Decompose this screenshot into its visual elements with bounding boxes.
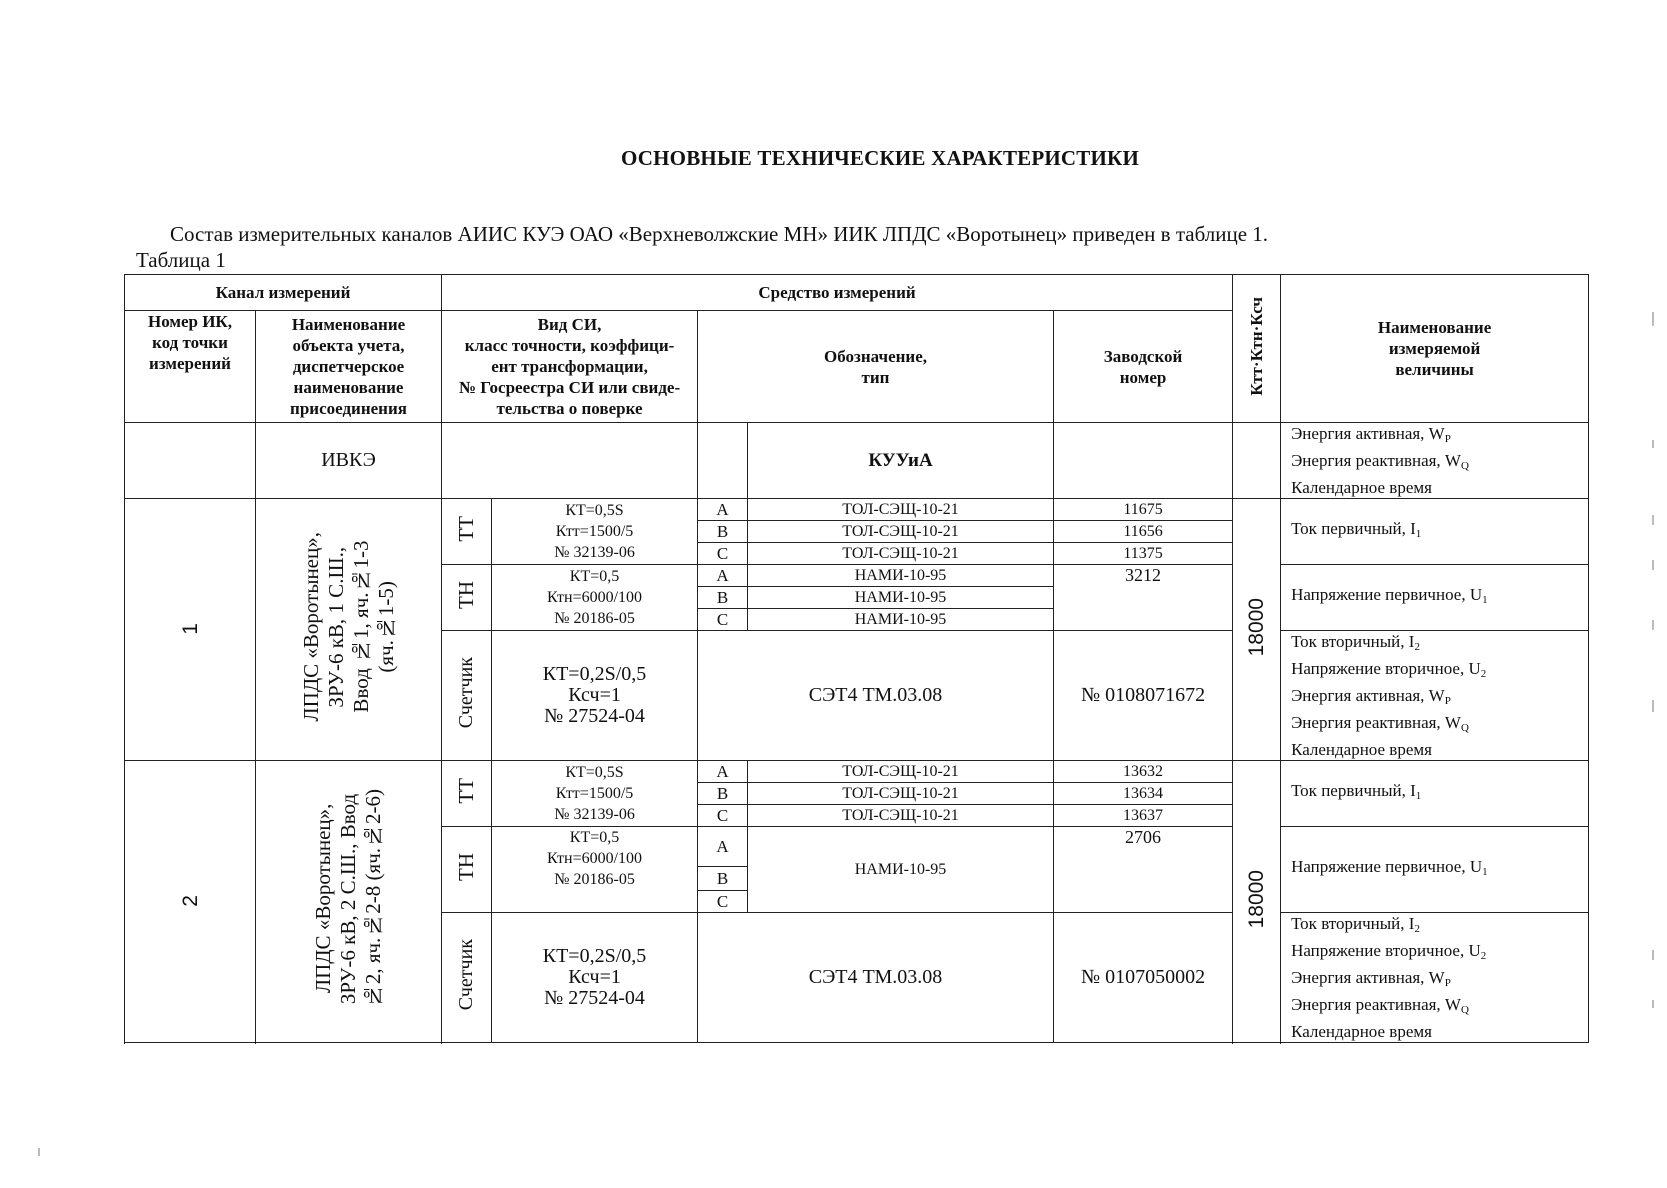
header-si-kind-line: ент трансформации,: [491, 357, 648, 376]
header-ik-number: [125, 311, 256, 423]
ch1-meter-type: СЭТ4 ТМ.03.08: [698, 631, 1054, 761]
ch2-tn-label: [442, 827, 492, 913]
scan-mark: [38, 1148, 40, 1156]
quantity-line: Календарное время: [1291, 740, 1432, 759]
header-object-name-line: наименование: [293, 378, 404, 397]
param-line: Ксч=1: [568, 684, 621, 706]
param-line: № 20186-05: [554, 610, 635, 627]
type-cell: НАМИ-10-95: [748, 587, 1054, 609]
ch1-tt-quantity: [1281, 499, 1589, 565]
ch1-object-line: ЗРУ-6 кВ, 1 С.Ш.,: [323, 546, 348, 708]
ch1-object-label: [299, 532, 399, 722]
quantity-line: Энергия активная, $W_P$: [1291, 968, 1451, 989]
param-line: Ксч=1: [568, 966, 621, 988]
quantity-line: Календарное время: [1291, 478, 1432, 497]
ch2-meter-label-text: Счетчик: [455, 939, 478, 1011]
quantity-text: Напряжение первичное, U: [1291, 857, 1483, 876]
quantity-line: Напряжение вторичное, $U_2$: [1291, 941, 1487, 962]
type-cell: ТОЛ-СЭЩ-10-21: [748, 783, 1054, 805]
scan-mark: [1652, 440, 1654, 448]
ivke-serial: [1054, 423, 1233, 499]
header-si-kind-line: № Госреестра СИ или свиде-: [458, 378, 681, 397]
ch2-meter-params: [492, 913, 698, 1043]
ch2-meter-label: [442, 913, 492, 1043]
param-line: № 32139-06: [554, 806, 635, 823]
type-cell: ТОЛ-СЭЩ-10-21: [748, 521, 1054, 543]
phase-cell: A: [698, 565, 748, 587]
scan-mark: [1652, 700, 1654, 712]
type-cell: НАМИ-10-95: [748, 565, 1054, 587]
ch2-meter-quantities: [1281, 913, 1589, 1043]
ch1-meter-params: [492, 631, 698, 761]
ch2-number-label: 2: [178, 895, 202, 907]
ch2-tt-quantity: [1281, 761, 1589, 827]
ch1-tn-params: [492, 565, 698, 631]
phase-cell: B: [698, 521, 748, 543]
header-channel-group: Канал измерений: [125, 275, 442, 311]
header-coef: [1233, 275, 1281, 423]
ivke-coef: [1233, 423, 1281, 499]
ch2-tn-label-text: ТН: [454, 853, 479, 881]
param-line: КТ=0,2S/0,5: [542, 663, 647, 685]
header-object-name: [256, 311, 442, 423]
phase-cell: A: [698, 827, 748, 867]
ch1-number-label: 1: [178, 623, 202, 635]
quantity-text: Ток первичный, I: [1291, 519, 1416, 538]
quantity-line: Ток вторичный, $I_2$: [1291, 914, 1420, 935]
header-si-kind: [442, 311, 698, 423]
scan-mark: [1652, 515, 1654, 525]
ch1-tn-quantity: [1281, 565, 1589, 631]
quantity-line: Энергия реактивная, $W_Q$: [1291, 995, 1469, 1016]
quantity-line: Напряжение вторичное, $U_2$: [1291, 659, 1487, 680]
intro-paragraph: Состав измерительных каналов АИИС КУЭ ОАО «Верхневолжские МН» ИИК ЛПДС «Воротынец» приведен в таблице 1.: [170, 222, 1269, 246]
header-designation: [698, 311, 1054, 423]
ch2-coef: [1233, 761, 1281, 1043]
ch1-object-line: Ввод №1, яч.№1-3: [348, 540, 373, 714]
param-line: Ктн=6000/100: [546, 589, 643, 606]
quantity-sub: 1: [1415, 528, 1422, 540]
header-quantity: [1281, 275, 1589, 423]
phase-cell: C: [698, 543, 748, 565]
ch1-tn-label-text: ТН: [454, 581, 479, 609]
serial-cell: 13637: [1054, 805, 1233, 827]
ch2-coef-value: 18000: [1245, 869, 1269, 929]
ch1-object: [256, 499, 442, 761]
header-object-name-line: Наименование: [291, 315, 406, 334]
ch1-tt-label-text: ТТ: [454, 516, 479, 542]
ch2-meter-serial: № 0107050002: [1054, 913, 1233, 1043]
param-line: № 27524-04: [544, 987, 645, 1009]
param-line: № 32139-06: [554, 544, 635, 561]
header-ik-number-line: измерений: [149, 354, 231, 373]
quantity-sub: 1: [1482, 594, 1488, 606]
ch2-tt-label-text: ТТ: [454, 778, 479, 804]
quantity-sub: 1: [1415, 790, 1422, 802]
ch1-tt-params: [492, 499, 698, 565]
header-ik-number-line: код точки: [152, 333, 228, 352]
param-line: КТ=0,5: [569, 829, 620, 846]
scan-mark: [1652, 950, 1654, 960]
ivke-designation: КУУиА: [748, 423, 1054, 499]
phase-cell: C: [698, 805, 748, 827]
serial-cell: 13632: [1054, 761, 1233, 783]
scan-mark: [1652, 560, 1654, 570]
quantity-line: Энергия реактивная, $W_Q$: [1291, 713, 1469, 734]
type-cell: НАМИ-10-95: [748, 609, 1054, 631]
header-designation-line: тип: [861, 367, 890, 387]
param-line: КТ=0,5: [569, 568, 620, 585]
serial-cell: 11675: [1054, 499, 1233, 521]
ch1-meter-label-text: Счетчик: [455, 657, 478, 729]
header-si-kind-line: Вид СИ,: [537, 315, 602, 334]
param-line: КТ=0,5S: [565, 764, 624, 781]
header-ik-number-line: Номер ИК,: [147, 312, 233, 331]
header-serial-line: Заводской: [1103, 346, 1183, 366]
phase-cell: B: [698, 867, 748, 891]
ch2-object-line: ЛПДС «Воротынец»,: [311, 804, 335, 994]
ch1-meter-quantities: [1281, 631, 1589, 761]
header-serial: [1054, 311, 1233, 423]
type-cell: ТОЛ-СЭЩ-10-21: [748, 499, 1054, 521]
ch2-object-line: ЗРУ-6 кВ, 2 С.Ш., Ввод: [336, 793, 360, 1005]
header-serial-line: номер: [1119, 367, 1167, 387]
ch1-tn-label: [442, 565, 492, 631]
measurement-channels-table: [124, 274, 1589, 1043]
ch2-tn-serial: 2706: [1054, 827, 1233, 913]
param-line: Ктн=6000/100: [546, 850, 643, 867]
type-cell: ТОЛ-СЭЩ-10-21: [748, 543, 1054, 565]
param-line: № 27524-04: [544, 705, 645, 727]
param-line: КТ=0,5S: [565, 502, 624, 519]
header-quantity-label: Наименование измеряемой величины: [1377, 318, 1492, 379]
quantity-line: Календарное время: [1291, 1022, 1432, 1041]
phase-cell: B: [698, 783, 748, 805]
phase-cell: A: [698, 761, 748, 783]
ch2-tt-label: [442, 761, 492, 827]
serial-cell: 13634: [1054, 783, 1233, 805]
serial-cell: 11656: [1054, 521, 1233, 543]
scan-mark: [1652, 1000, 1654, 1008]
header-object-name-line: диспетчерское: [292, 357, 405, 376]
type-cell: ТОЛ-СЭЩ-10-21: [748, 761, 1054, 783]
ch2-tt-params: [492, 761, 698, 827]
ch1-tn-serial: 3212: [1054, 565, 1233, 631]
header-designation-line: Обозначение,: [824, 346, 927, 366]
table-row-ivke: [125, 423, 1589, 499]
ch1-meter-label: [442, 631, 492, 761]
phase-cell: B: [698, 587, 748, 609]
type-cell: ТОЛ-СЭЩ-10-21: [748, 805, 1054, 827]
quantity-text: Ток первичный, I: [1291, 781, 1416, 800]
scan-mark: [1652, 620, 1654, 630]
ch1-number: [125, 499, 256, 761]
ch1-coef: [1233, 499, 1281, 761]
quantity-line: Энергия активная, $W_P$: [1291, 424, 1451, 445]
quantity-line: Ток вторичный, $I_2$: [1291, 632, 1420, 653]
ch1-object-line: (яч.№1-5): [373, 581, 398, 673]
header-si-kind-line: тельства о поверке: [496, 399, 643, 418]
param-line: Ктт=1500/5: [555, 785, 634, 802]
ch2-tn-type: НАМИ-10-95: [748, 827, 1054, 913]
header-coef-label: Ктт·Ктн·Ксч: [1247, 296, 1267, 396]
ch2-object-line: №2, яч.№2-8 (яч.№2-6): [361, 789, 385, 1009]
page-title: ОСНОВНЫЕ ТЕХНИЧЕСКИЕ ХАРАКТЕРИСТИКИ: [620, 146, 1139, 170]
header-object-name-line: присоединения: [290, 399, 407, 418]
ch1-tt-label: [442, 499, 492, 565]
ch2-tn-quantity: [1281, 827, 1589, 913]
ch1-coef-value: 18000: [1245, 597, 1269, 657]
ch2-object-label: [311, 789, 386, 1008]
ch2-tn-params: [492, 827, 698, 913]
quantity-line: Энергия активная, $W_P$: [1291, 686, 1451, 707]
ch2-number: [125, 761, 256, 1043]
ch1-object-line: ЛПДС «Воротынец»,: [298, 532, 323, 722]
ivke-number: [125, 423, 256, 499]
ivke-si-kind: [442, 423, 698, 499]
ivke-quantities: [1281, 423, 1589, 499]
ivke-phase: [698, 423, 748, 499]
header-si-kind-line: класс точности, коэффици-: [464, 336, 675, 355]
header-instrument-group: Средство измерений: [442, 275, 1233, 311]
scan-mark: [1652, 312, 1654, 326]
phase-cell: A: [698, 499, 748, 521]
table-row-ch1-tt-a: [125, 499, 1589, 521]
table-caption: Таблица 1: [136, 248, 226, 272]
quantity-line: Энергия реактивная, $W_Q$: [1291, 451, 1469, 472]
param-line: Ктт=1500/5: [555, 523, 634, 540]
ch2-meter-type: СЭТ4 ТМ.03.08: [698, 913, 1054, 1043]
param-line: КТ=0,2S/0,5: [542, 945, 647, 967]
ch1-meter-serial: № 0108071672: [1054, 631, 1233, 761]
param-line: № 20186-05: [554, 871, 635, 888]
table-row-ch2-tt-a: [125, 761, 1589, 783]
header-object-name-line: объекта учета,: [292, 336, 405, 355]
serial-cell: 11375: [1054, 543, 1233, 565]
ivke-object: ИВКЭ: [256, 423, 442, 499]
phase-cell: C: [698, 891, 748, 913]
quantity-sub: 1: [1482, 866, 1488, 878]
ch2-object: [256, 761, 442, 1043]
quantity-text: Напряжение первичное, U: [1291, 585, 1483, 604]
phase-cell: C: [698, 609, 748, 631]
